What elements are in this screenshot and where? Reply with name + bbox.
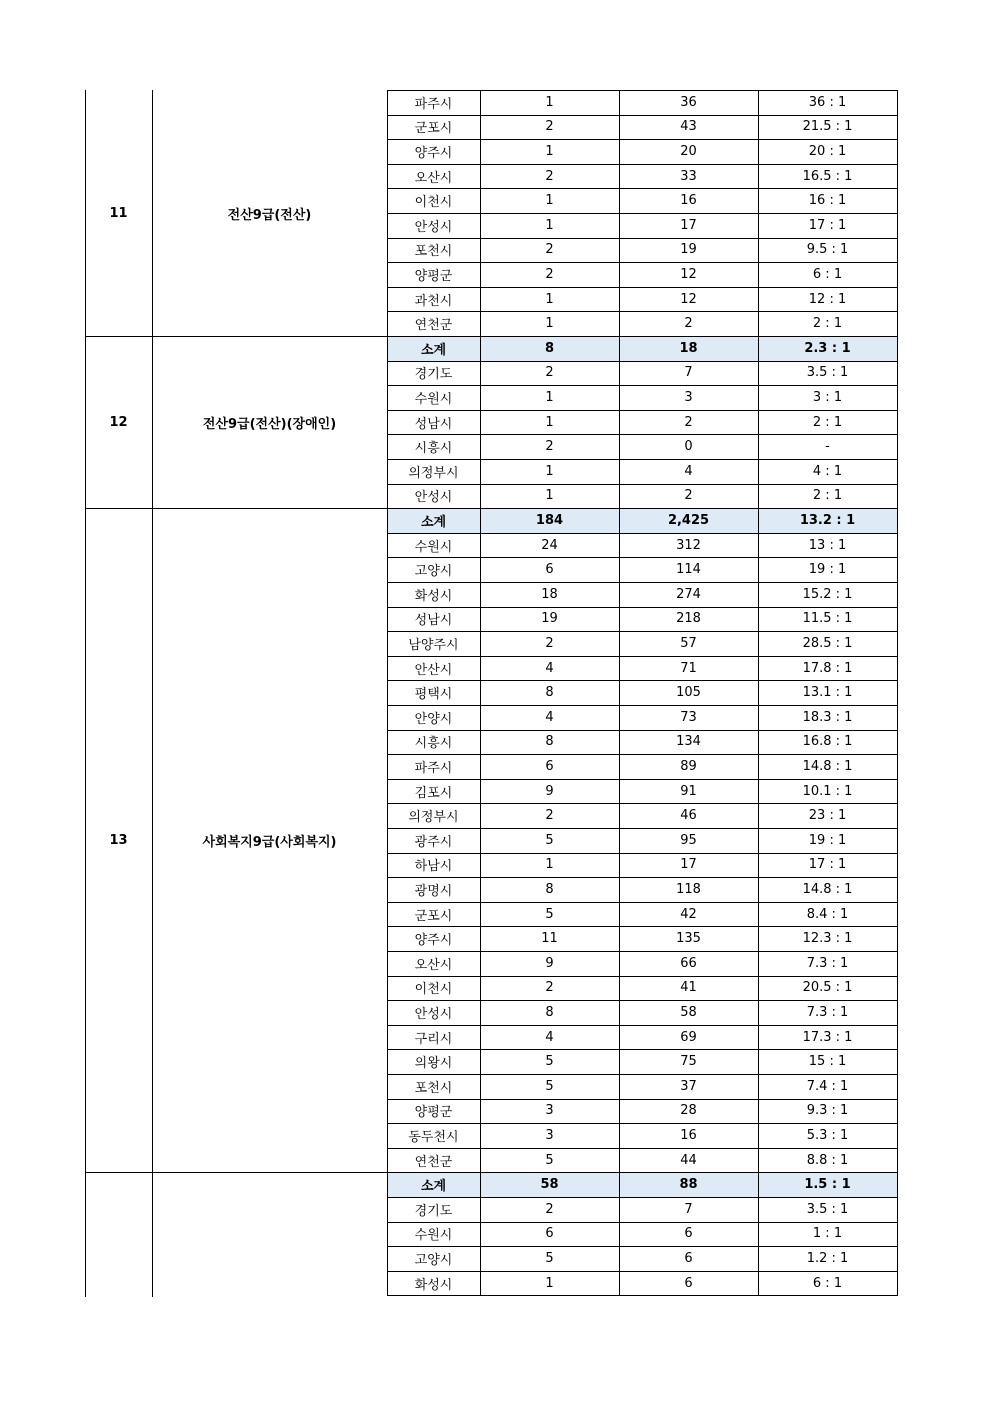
row-line: [387, 1000, 898, 1001]
count-hired: 1: [545, 291, 554, 307]
region-name: 양평군: [414, 268, 453, 284]
column-line: [758, 90, 759, 1295]
count-hired: 5: [545, 906, 554, 922]
region-name: 시흥시: [414, 441, 453, 457]
region-name: 안성시: [414, 490, 453, 506]
region-name: 화성시: [414, 1277, 453, 1293]
row-line: [387, 902, 898, 903]
competition-ratio: 17.8 : 1: [802, 660, 853, 676]
competition-ratio: 6 : 1: [812, 1275, 843, 1291]
competition-ratio: 17.3 : 1: [802, 1029, 853, 1045]
subtotal-label: 소계: [420, 514, 447, 530]
competition-ratio: 14.8 : 1: [802, 758, 853, 774]
count-applicants: 6: [684, 1226, 693, 1242]
count-hired: 1: [545, 217, 554, 233]
competition-ratio: 12 : 1: [808, 291, 847, 307]
column-line: [480, 90, 481, 1295]
row-line: [387, 582, 898, 583]
competition-ratio: 2 : 1: [812, 316, 843, 332]
row-line: [387, 951, 898, 952]
count-hired: 2: [545, 635, 554, 651]
region-name: 오산시: [414, 957, 453, 973]
count-applicants: 7: [684, 1201, 693, 1217]
region-name: 안양시: [414, 711, 453, 727]
count-hired: 1: [545, 193, 554, 209]
column-line: [619, 90, 620, 1295]
count-hired: 11: [541, 931, 558, 947]
row-line: [387, 803, 898, 804]
row-line: [387, 287, 898, 288]
region-name: 수원시: [414, 1228, 453, 1244]
row-line: [387, 853, 898, 854]
row-line: [387, 508, 898, 509]
count-hired: 2: [545, 119, 554, 135]
count-applicants: 41: [680, 980, 697, 996]
count-applicants: 312: [676, 537, 701, 553]
competition-ratio: 3.5 : 1: [806, 1201, 849, 1217]
group-number: [85, 1172, 152, 1295]
count-applicants: 105: [676, 685, 701, 701]
competition-ratio: -: [825, 439, 830, 455]
count-hired: 2: [545, 242, 554, 258]
region-name: 김포시: [414, 785, 453, 801]
region-name: 오산시: [414, 170, 453, 186]
region-name: 양주시: [414, 933, 453, 949]
region-name: 광명시: [414, 883, 453, 899]
count-applicants: 0: [684, 439, 693, 455]
row-line: [387, 484, 898, 485]
count-hired: 2: [545, 266, 554, 282]
group-title: 사회복지9급(사회복지): [202, 834, 337, 850]
count-applicants: 218: [676, 611, 701, 627]
row-line: [387, 213, 898, 214]
count-hired: 8: [545, 1004, 554, 1020]
region-name: 수원시: [414, 391, 453, 407]
competition-ratio: 18.3 : 1: [802, 709, 853, 725]
count-applicants: 17: [680, 217, 697, 233]
row-line: [387, 434, 898, 435]
competition-ratio: 7.3 : 1: [806, 1004, 849, 1020]
count-hired: 8: [544, 340, 555, 356]
group-number: 11: [109, 205, 128, 221]
row-line: [387, 877, 898, 878]
region-name: 의정부시: [408, 465, 459, 481]
row-line: [387, 607, 898, 608]
count-applicants: 91: [680, 783, 697, 799]
row-line: [387, 139, 898, 140]
competition-ratio: 13.1 : 1: [802, 685, 853, 701]
competition-ratio: 2.3 : 1: [804, 340, 851, 356]
group-title: 전산9급(전산)(장애인): [202, 416, 337, 432]
count-hired: 5: [545, 832, 554, 848]
column-line: [387, 90, 388, 1295]
region-name: 안성시: [414, 219, 453, 235]
count-hired: 1: [545, 143, 554, 159]
row-line: [387, 262, 898, 263]
region-name: 의왕시: [414, 1056, 453, 1072]
count-applicants: 71: [680, 660, 697, 676]
competition-ratio: 7.3 : 1: [806, 955, 849, 971]
group-title: 전산9급(전산): [227, 207, 312, 223]
count-hired: 1: [545, 94, 554, 110]
row-line: [387, 1222, 898, 1223]
row-line: [387, 336, 898, 337]
competition-ratio: 15.2 : 1: [802, 586, 853, 602]
row-line: [387, 779, 898, 780]
count-hired: 24: [541, 537, 558, 553]
count-hired: 2: [545, 168, 554, 184]
competition-ratio: 17 : 1: [808, 857, 847, 873]
competition-ratio: 14.8 : 1: [802, 881, 853, 897]
row-line: [387, 1148, 898, 1149]
count-applicants: 58: [680, 1004, 697, 1020]
competition-ratio: 8.4 : 1: [806, 906, 849, 922]
competition-ratio: 2 : 1: [812, 488, 843, 504]
region-name: 남양주시: [408, 637, 459, 653]
row-line: [387, 1295, 898, 1296]
competition-ratio: 9.5 : 1: [806, 242, 849, 258]
count-hired: 3: [545, 1103, 554, 1119]
count-hired: 2: [545, 439, 554, 455]
row-line: [387, 1172, 898, 1173]
row-line: [387, 410, 898, 411]
count-applicants: 66: [680, 955, 697, 971]
count-hired: 6: [545, 562, 554, 578]
count-applicants: 6: [684, 1275, 693, 1291]
region-name: 포천시: [414, 244, 453, 260]
count-applicants: 134: [676, 734, 701, 750]
row-line: [387, 238, 898, 239]
competition-ratio: 20.5 : 1: [802, 980, 853, 996]
competition-ratio: 3 : 1: [812, 389, 843, 405]
row-line: [387, 115, 898, 116]
competition-ratio: 20 : 1: [808, 143, 847, 159]
count-applicants: 95: [680, 832, 697, 848]
competition-ratio: 17 : 1: [808, 217, 847, 233]
count-applicants: 75: [680, 1054, 697, 1070]
row-line: [387, 1246, 898, 1247]
row-line: [387, 385, 898, 386]
region-name: 의정부시: [408, 810, 459, 826]
competition-ratio: 10.1 : 1: [802, 783, 853, 799]
count-hired: 184: [535, 512, 564, 528]
count-applicants: 3: [684, 389, 693, 405]
competition-ratio: 9.3 : 1: [806, 1103, 849, 1119]
region-name: 성남시: [414, 416, 453, 432]
competition-ratio: 19 : 1: [808, 562, 847, 578]
region-name: 고양시: [414, 1252, 453, 1268]
count-applicants: 18: [679, 340, 698, 356]
count-applicants: 57: [680, 635, 697, 651]
row-line: [387, 164, 898, 165]
count-hired: 9: [545, 783, 554, 799]
count-applicants: 36: [680, 94, 697, 110]
count-applicants: 16: [680, 1127, 697, 1143]
group-number: 13: [109, 832, 128, 848]
count-hired: 4: [545, 660, 554, 676]
count-hired: 2: [545, 365, 554, 381]
row-line: [387, 656, 898, 657]
count-applicants: 37: [680, 1078, 697, 1094]
region-name: 경기도: [414, 367, 453, 383]
count-applicants: 114: [676, 562, 701, 578]
row-line: [387, 631, 898, 632]
count-applicants: 43: [680, 119, 697, 135]
count-hired: 1: [545, 316, 554, 332]
count-hired: 1: [545, 1275, 554, 1291]
competition-ratio: 16 : 1: [808, 193, 847, 209]
row-line: [387, 926, 898, 927]
row-line: [387, 1123, 898, 1124]
region-name: 이천시: [414, 195, 453, 211]
row-line: [387, 188, 898, 189]
row-line: [387, 557, 898, 558]
competition-ratio: 13.2 : 1: [799, 512, 856, 528]
region-name: 양평군: [414, 1105, 453, 1121]
count-applicants: 46: [680, 808, 697, 824]
row-line: [387, 828, 898, 829]
competition-ratio: 16.8 : 1: [802, 734, 853, 750]
competition-ratio: 21.5 : 1: [802, 119, 853, 135]
competition-ratio: 19 : 1: [808, 832, 847, 848]
count-applicants: 2: [684, 488, 693, 504]
competition-ratio: 8.8 : 1: [806, 1152, 849, 1168]
subtotal-label: 소계: [420, 1179, 447, 1195]
row-line: [387, 705, 898, 706]
count-applicants: 17: [680, 857, 697, 873]
count-applicants: 2,425: [667, 512, 710, 528]
row-line: [387, 533, 898, 534]
competition-ratio: 2 : 1: [812, 414, 843, 430]
region-name: 경기도: [414, 1203, 453, 1219]
region-name: 포천시: [414, 1080, 453, 1096]
competition-ratio: 23 : 1: [808, 808, 847, 824]
region-name: 파주시: [414, 760, 453, 776]
count-applicants: 4: [684, 463, 693, 479]
region-name: 광주시: [414, 834, 453, 850]
competition-ratio: 16.5 : 1: [802, 168, 853, 184]
region-name: 군포시: [414, 121, 453, 137]
count-applicants: 28: [680, 1103, 697, 1119]
count-applicants: 73: [680, 709, 697, 725]
row-line: [387, 680, 898, 681]
region-name: 군포시: [414, 908, 453, 924]
count-hired: 2: [545, 808, 554, 824]
competition-ratio: 1.2 : 1: [806, 1250, 849, 1266]
count-hired: 4: [545, 709, 554, 725]
count-applicants: 42: [680, 906, 697, 922]
count-hired: 1: [545, 488, 554, 504]
row-line: [387, 361, 898, 362]
competition-ratio: 11.5 : 1: [802, 611, 853, 627]
count-hired: 2: [545, 980, 554, 996]
count-applicants: 69: [680, 1029, 697, 1045]
region-name: 시흥시: [414, 736, 453, 752]
count-hired: 1: [545, 414, 554, 430]
row-line: [387, 754, 898, 755]
count-applicants: 7: [684, 365, 693, 381]
competition-ratio: 6 : 1: [812, 266, 843, 282]
group-title: [152, 1172, 387, 1295]
competition-ratio: 4 : 1: [812, 463, 843, 479]
subtotal-label: 소계: [420, 342, 447, 358]
competition-ratio: 13 : 1: [808, 537, 847, 553]
count-applicants: 44: [680, 1152, 697, 1168]
count-hired: 1: [545, 463, 554, 479]
region-name: 파주시: [414, 96, 453, 112]
region-name: 하남시: [414, 859, 453, 875]
count-hired: 58: [540, 1177, 559, 1193]
region-name: 연천군: [414, 1154, 453, 1170]
row-line: [387, 1025, 898, 1026]
region-name: 고양시: [414, 564, 453, 580]
count-applicants: 12: [680, 291, 697, 307]
region-name: 과천시: [414, 293, 453, 309]
count-hired: 1: [545, 857, 554, 873]
count-hired: 3: [545, 1127, 554, 1143]
competition-ratio: 15 : 1: [808, 1054, 847, 1070]
region-name: 연천군: [414, 318, 453, 334]
competition-ratio: 5.3 : 1: [806, 1127, 849, 1143]
count-hired: 4: [545, 1029, 554, 1045]
count-applicants: 135: [676, 931, 701, 947]
count-hired: 2: [545, 1201, 554, 1217]
region-name: 성남시: [414, 613, 453, 629]
row-line: [387, 730, 898, 731]
count-hired: 8: [545, 685, 554, 701]
count-hired: 5: [545, 1054, 554, 1070]
competition-ratio: 1.5 : 1: [804, 1177, 851, 1193]
count-hired: 6: [545, 758, 554, 774]
count-applicants: 2: [684, 414, 693, 430]
row-line: [387, 311, 898, 312]
count-hired: 9: [545, 955, 554, 971]
competition-ratio: 28.5 : 1: [802, 635, 853, 651]
row-line: [387, 976, 898, 977]
count-hired: 5: [545, 1078, 554, 1094]
row-line: [387, 1271, 898, 1272]
region-name: 이천시: [414, 982, 453, 998]
count-hired: 8: [545, 734, 554, 750]
row-line: [387, 1099, 898, 1100]
count-applicants: 88: [679, 1177, 698, 1193]
count-applicants: 118: [676, 881, 701, 897]
region-name: 수원시: [414, 539, 453, 555]
count-applicants: 12: [680, 266, 697, 282]
region-name: 화성시: [414, 588, 453, 604]
count-applicants: 89: [680, 758, 697, 774]
region-name: 동두천시: [408, 1129, 459, 1145]
count-hired: 5: [545, 1250, 554, 1266]
competition-ratio: 3.5 : 1: [806, 365, 849, 381]
count-hired: 5: [545, 1152, 554, 1168]
row-line: [387, 459, 898, 460]
competition-ratio: 36 : 1: [808, 94, 847, 110]
count-applicants: 20: [680, 143, 697, 159]
region-name: 평택시: [414, 687, 453, 703]
region-name: 구리시: [414, 1031, 453, 1047]
count-applicants: 19: [680, 242, 697, 258]
count-hired: 19: [541, 611, 558, 627]
count-hired: 18: [541, 586, 558, 602]
count-hired: 8: [545, 881, 554, 897]
group-number: 12: [109, 414, 128, 430]
competition-ratio: 12.3 : 1: [802, 931, 853, 947]
region-name: 안성시: [414, 1006, 453, 1022]
count-hired: 6: [545, 1226, 554, 1242]
count-applicants: 33: [680, 168, 697, 184]
competition-ratio: 7.4 : 1: [806, 1078, 849, 1094]
region-name: 안산시: [414, 662, 453, 678]
count-applicants: 6: [684, 1250, 693, 1266]
region-name: 양주시: [414, 145, 453, 161]
competition-ratio: 1 : 1: [812, 1226, 843, 1242]
row-line: [387, 1074, 898, 1075]
row-line: [387, 90, 898, 91]
count-applicants: 2: [684, 316, 693, 332]
count-applicants: 16: [680, 193, 697, 209]
row-line: [387, 1197, 898, 1198]
row-line: [387, 1049, 898, 1050]
count-hired: 1: [545, 389, 554, 405]
count-applicants: 274: [676, 586, 701, 602]
column-line: [897, 90, 898, 1295]
